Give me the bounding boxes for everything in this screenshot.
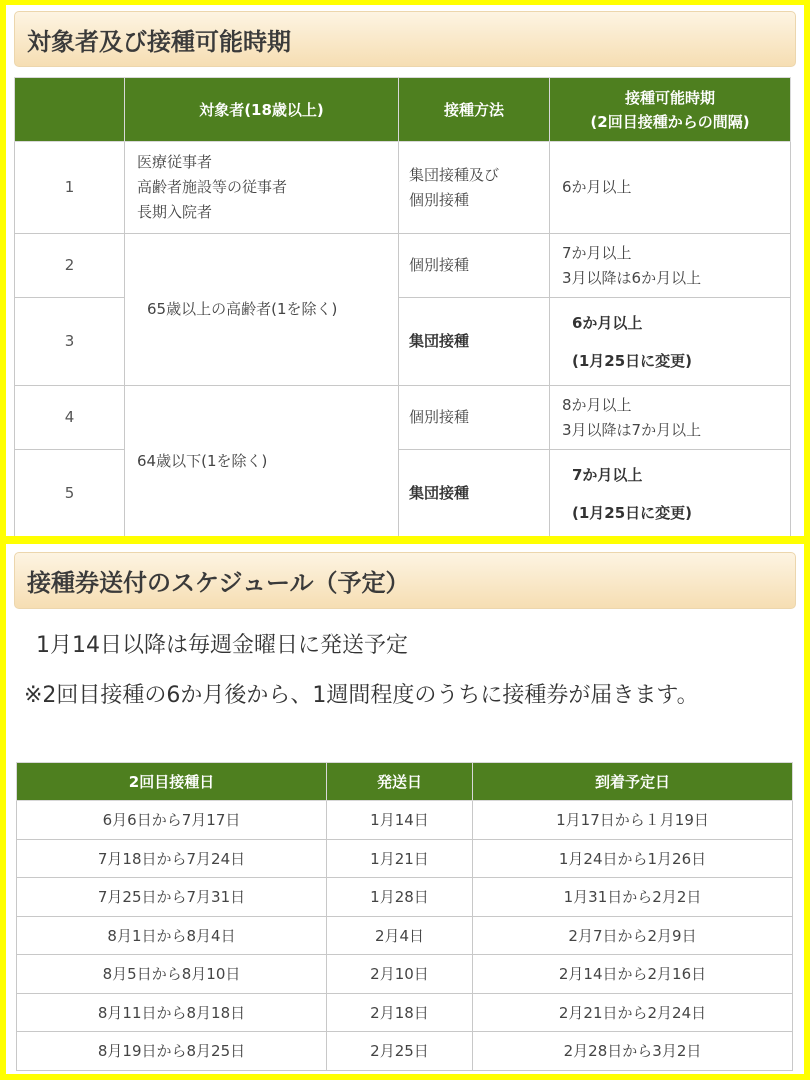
cell-arrival-date: 2月21日から2月24日 <box>473 993 793 1032</box>
row-target <box>125 142 399 234</box>
period-line: 7か月以上 <box>562 243 632 262</box>
target-line: 医療従事者 <box>137 153 213 171</box>
cell-arrival-date: 1月24日から1月26日 <box>473 839 793 878</box>
table-row <box>15 142 791 234</box>
row-method: 集団接種 <box>399 298 550 386</box>
cell-ship-date: 1月14日 <box>327 801 473 840</box>
period-line: 7か月以上 <box>572 465 643 484</box>
period-line: 6か月以上 <box>572 313 643 332</box>
header-number <box>15 78 125 142</box>
cell-ship-date: 1月28日 <box>327 878 473 917</box>
table-header-row <box>15 78 791 142</box>
row-number: 4 <box>15 386 125 450</box>
row-method: 集団接種 <box>399 450 550 537</box>
row-period <box>550 386 791 450</box>
table-row <box>17 839 793 878</box>
period-line: (1月25日に変更) <box>572 351 693 370</box>
row-period: 6か月以上 <box>550 142 791 234</box>
row-method: 個別接種 <box>399 386 550 450</box>
period-line: 3月以降は6か月以上 <box>562 268 702 287</box>
table-row <box>15 234 791 298</box>
table-header-row <box>17 763 793 801</box>
target-line: 高齢者施設等の従事者 <box>137 178 288 196</box>
header-method: 接種方法 <box>399 78 550 142</box>
row-method <box>399 142 550 234</box>
table-row <box>17 801 793 840</box>
cell-second-dose-date: 7月18日から7月24日 <box>17 839 327 878</box>
period-line: 3月以降は7か月以上 <box>562 420 702 439</box>
header-period-line1: 接種可能時期 <box>624 88 715 107</box>
row-target: 65歳以上の高齢者(1を除く) <box>125 234 399 386</box>
cell-second-dose-date: 8月5日から8月10日 <box>17 955 327 994</box>
cell-ship-date: 2月25日 <box>327 1032 473 1071</box>
cell-ship-date: 2月10日 <box>327 955 473 994</box>
header-ship-date: 発送日 <box>327 763 473 801</box>
row-period <box>550 234 791 298</box>
cell-ship-date: 2月4日 <box>327 916 473 955</box>
cell-second-dose-date: 8月19日から8月25日 <box>17 1032 327 1071</box>
cell-arrival-date: 2月28日から3月2日 <box>473 1032 793 1071</box>
eligibility-table <box>14 77 791 536</box>
cell-arrival-date: 1月31日から2月2日 <box>473 878 793 917</box>
cell-second-dose-date: 8月11日から8月18日 <box>17 993 327 1032</box>
schedule-table <box>16 762 793 1071</box>
row-target: 64歳以下(1を除く) <box>125 386 399 537</box>
cell-ship-date: 1月21日 <box>327 839 473 878</box>
section-heading-eligibility: 対象者及び接種可能時期 <box>14 11 796 67</box>
table-row <box>17 993 793 1032</box>
eligibility-panel <box>6 5 804 536</box>
shipping-note: 1月14日以降は毎週金曜日に発送予定 <box>36 633 408 658</box>
cell-ship-date: 2月18日 <box>327 993 473 1032</box>
row-period <box>550 450 791 537</box>
row-number: 3 <box>15 298 125 386</box>
table-row <box>17 878 793 917</box>
header-arrival-date: 到着予定日 <box>473 763 793 801</box>
method-line: 集団接種及び <box>409 165 500 184</box>
table-row <box>17 955 793 994</box>
cell-second-dose-date: 7月25日から7月31日 <box>17 878 327 917</box>
row-number: 2 <box>15 234 125 298</box>
header-period-line2: (2回目接種からの間隔) <box>590 112 750 131</box>
row-method: 個別接種 <box>399 234 550 298</box>
row-number: 5 <box>15 450 125 537</box>
row-period <box>550 298 791 386</box>
period-line: (1月25日に変更) <box>572 503 693 522</box>
table-row <box>17 1032 793 1071</box>
cell-second-dose-date: 8月1日から8月4日 <box>17 916 327 955</box>
cell-second-dose-date: 6月6日から7月17日 <box>17 801 327 840</box>
method-line: 個別接種 <box>409 190 470 209</box>
table-row <box>15 386 791 450</box>
arrival-note: ※2回目接種の6か月後から、1週間程度のうちに接種券が届きます。 <box>24 683 699 708</box>
header-period <box>550 78 791 142</box>
cell-arrival-date: 1月17日から１月19日 <box>473 801 793 840</box>
cell-arrival-date: 2月14日から2月16日 <box>473 955 793 994</box>
section-heading-schedule: 接種券送付のスケジュール（予定） <box>14 552 796 609</box>
header-target: 対象者(18歳以上) <box>125 78 399 142</box>
header-second-dose-date: 2回目接種日 <box>17 763 327 801</box>
period-line: 8か月以上 <box>562 395 632 414</box>
row-number: 1 <box>15 142 125 234</box>
cell-arrival-date: 2月7日から2月9日 <box>473 916 793 955</box>
schedule-panel <box>6 544 804 1074</box>
table-row <box>17 916 793 955</box>
target-line: 長期入院者 <box>137 203 213 221</box>
